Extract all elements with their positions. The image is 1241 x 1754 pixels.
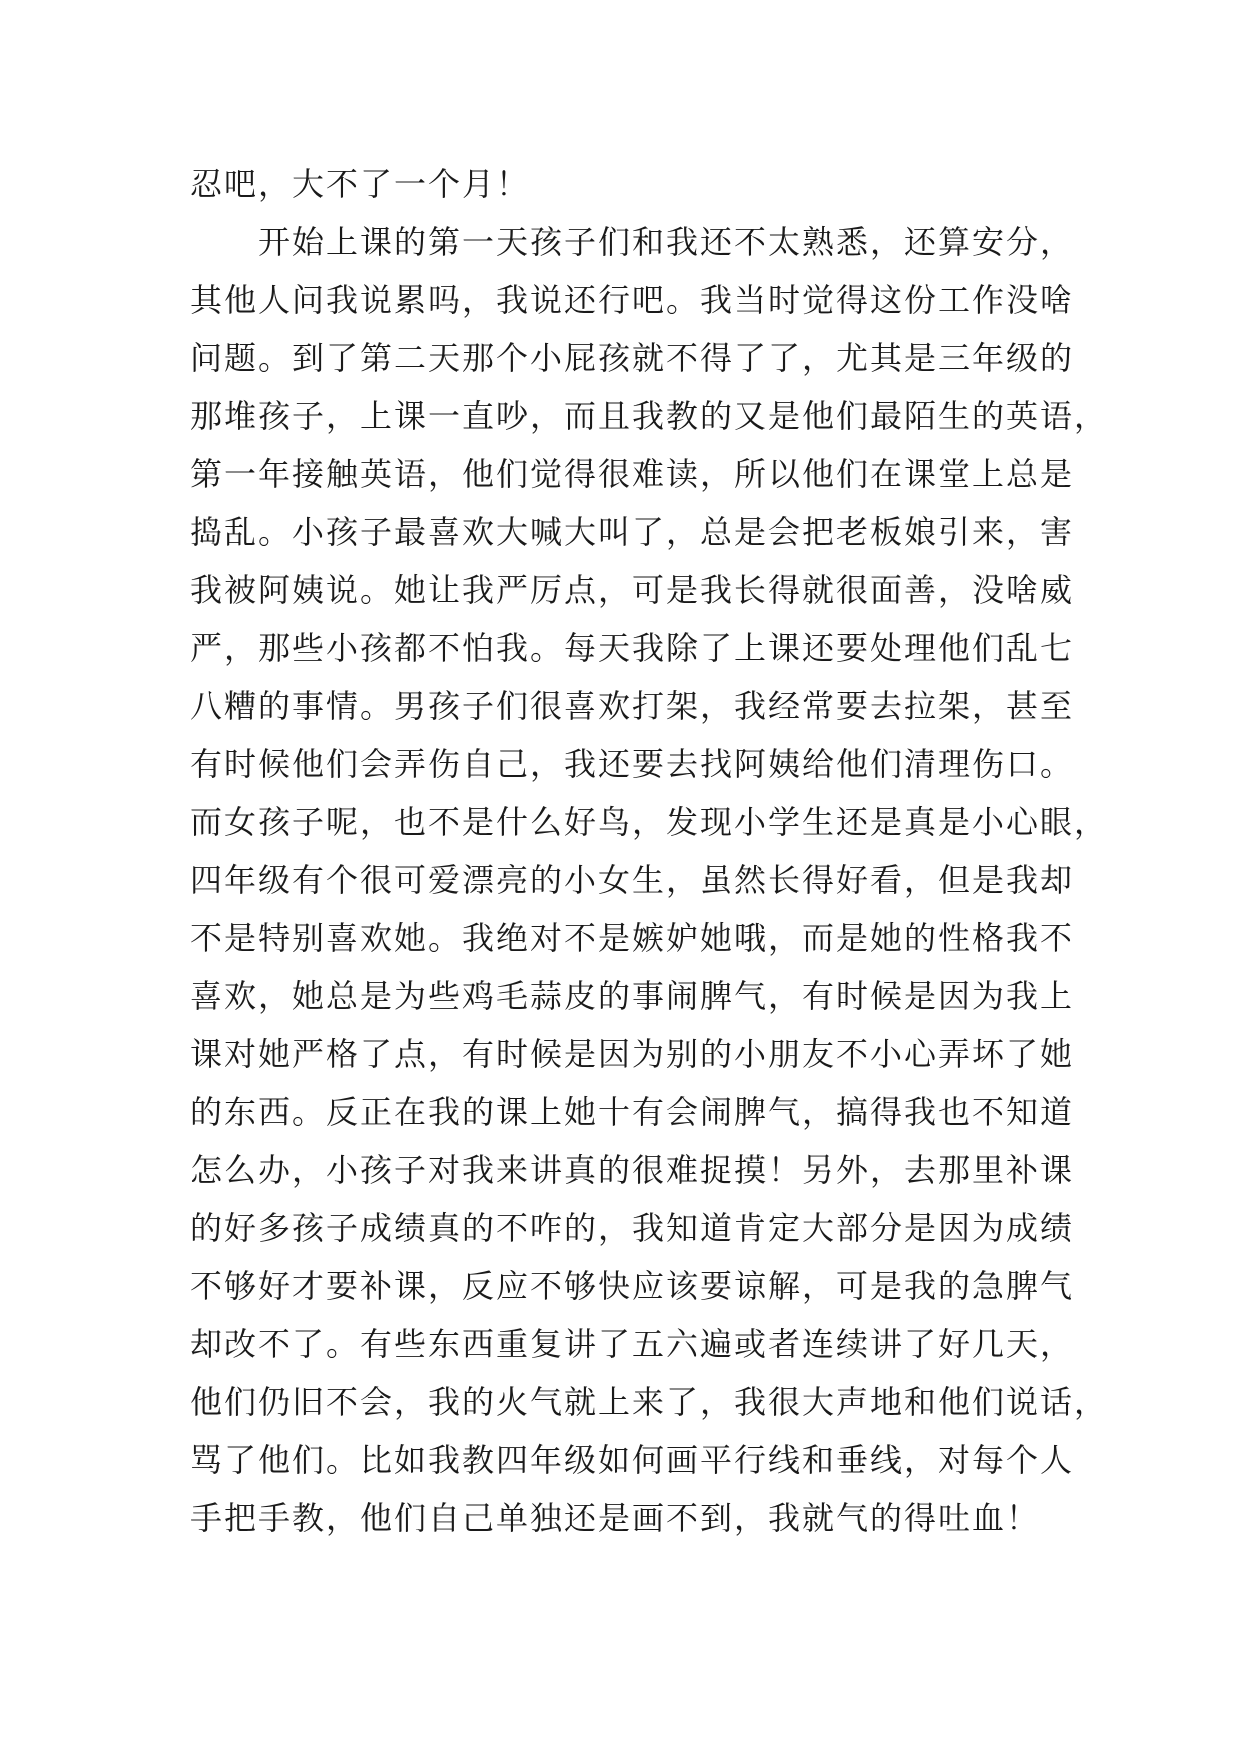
paragraph-first-line: 开始上课的第一天孩子们和我还不太熟悉，还算安分， [258,223,1075,261]
text-line: 课对她严格了点，有时候是因为别的小朋友不小心弄坏了她 [190,1035,1075,1073]
text-line: 我被阿姨说。她让我严厉点，可是我长得就很面善，没啥威 [190,571,1075,609]
text-line: 骂了他们。比如我教四年级如何画平行线和垂线，对每个人 [190,1441,1075,1479]
text-line: 却改不了。有些东西重复讲了五六遍或者连续讲了好几天， [190,1325,1075,1363]
text-line: 第一年接触英语，他们觉得很难读，所以他们在课堂上总是 [190,455,1075,493]
text-line: 怎么办，小孩子对我来讲真的很难捉摸！另外，去那里补课 [190,1151,1075,1189]
text-line: 其他人问我说累吗，我说还行吧。我当时觉得这份工作没啥 [190,281,1075,319]
text-line: 的好多孩子成绩真的不咋的，我知道肯定大部分是因为成绩 [190,1209,1075,1247]
text-line: 问题。到了第二天那个小屁孩就不得了了，尤其是三年级的 [190,339,1075,377]
text-line: 他们仍旧不会，我的火气就上来了，我很大声地和他们说话， [190,1383,1109,1421]
text-line: 的东西。反正在我的课上她十有会闹脾气，搞得我也不知道 [190,1093,1075,1131]
text-line: 手把手教，他们自己单独还是画不到，我就气的得吐血！ [190,1499,1041,1537]
text-line: 喜欢，她总是为些鸡毛蒜皮的事闹脾气，有时候是因为我上 [190,977,1075,1015]
text-line: 有时候他们会弄伤自己，我还要去找阿姨给他们清理伤口。 [190,745,1075,783]
body-text [190,155,1109,1547]
text-line: 那堆孩子，上课一直吵，而且我教的又是他们最陌生的英语， [190,397,1109,435]
text-line: 捣乱。小孩子最喜欢大喊大叫了，总是会把老板娘引来，害 [190,513,1075,551]
text-line: 八糟的事情。男孩子们很喜欢打架，我经常要去拉架，甚至 [190,687,1075,725]
text-line: 而女孩子呢，也不是什么好鸟，发现小学生还是真是小心眼， [190,803,1109,841]
text-line: 忍吧，大不了一个月！ [190,165,531,203]
text-line: 四年级有个很可爱漂亮的小女生，虽然长得好看，但是我却 [190,861,1075,899]
text-line: 严，那些小孩都不怕我。每天我除了上课还要处理他们乱七 [190,629,1075,667]
text-line: 不是特别喜欢她。我绝对不是嫉妒她哦，而是她的性格我不 [190,919,1075,957]
text-line: 不够好才要补课，反应不够快应该要谅解，可是我的急脾气 [190,1267,1075,1305]
